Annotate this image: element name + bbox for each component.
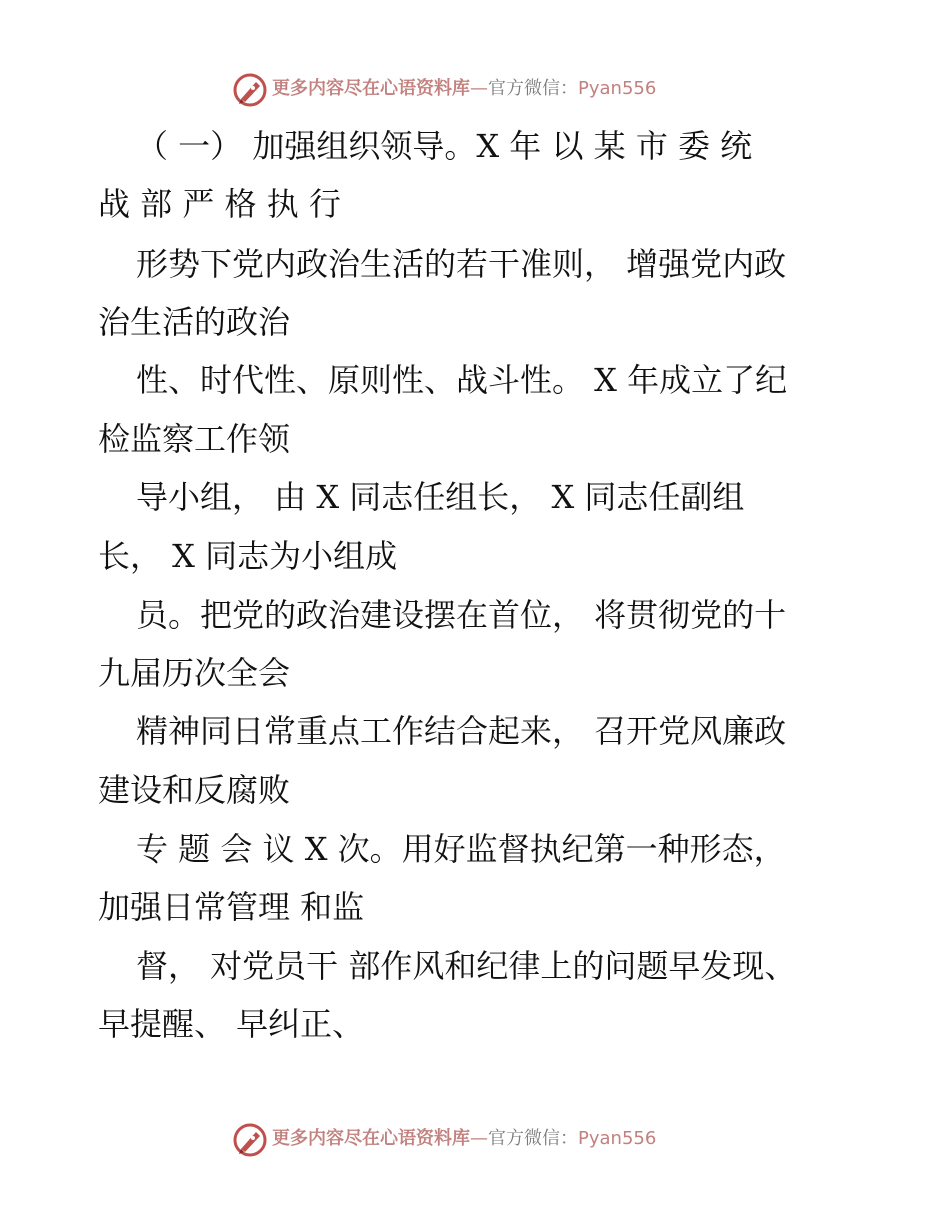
body-line-10: 九届历次全会	[98, 654, 291, 692]
banner-wechat-label: 官方微信：	[488, 1128, 578, 1149]
body-line-16: 早提醒、 早纠正、	[98, 1005, 365, 1043]
banner-dash: —	[470, 78, 488, 99]
banner-wechat-id: Pyan556	[578, 78, 657, 99]
body-line-6: 检监察工作领	[98, 420, 291, 458]
body-line-5: 性、时代性、原则性、战斗性。 X 年成立了纪	[136, 361, 788, 399]
body-line-13: 专 题 会 议 X 次。用好监督执纪第一种形态，	[136, 830, 786, 868]
pen-logo-icon	[232, 1122, 268, 1158]
banner-wechat-id: Pyan556	[578, 1128, 657, 1149]
banner-text	[272, 76, 656, 102]
body-line-2: 战 部 严 格 执 行	[98, 185, 341, 223]
body-line-3: 形势下党内政治生活的若干准则， 增强党内政	[136, 245, 787, 283]
footer-banner	[0, 1120, 950, 1160]
body-line-11: 精神同日常重点工作结合起来， 召开党风廉政	[136, 712, 787, 750]
body-line-7: 导小组， 由 X 同志任组长， X 同志任副组	[136, 478, 745, 516]
banner-title: 更多内容尽在心语资料库	[272, 1128, 470, 1149]
banner-title: 更多内容尽在心语资料库	[272, 78, 470, 99]
body-line-14: 加强日常管理 和监	[98, 888, 365, 926]
body-line-4: 治生活的政治	[98, 303, 291, 341]
banner-wechat-label: 官方微信：	[488, 78, 578, 99]
header-banner	[0, 70, 950, 110]
body-line-8: 长， X 同志为小组成	[98, 537, 398, 575]
pen-logo-icon	[232, 72, 268, 108]
banner-dash: —	[470, 1128, 488, 1149]
banner-text	[272, 1126, 656, 1152]
body-line-12: 建设和反腐败	[98, 771, 291, 809]
body-line-9: 员。把党的政治建设摆在首位， 将贯彻党的十	[136, 596, 787, 634]
body-line-1: （ 一） 加强组织领导。X 年 以 某 市 委 统	[136, 127, 753, 165]
body-line-15: 督， 对党员干 部作风和纪律上的问题早发现、	[136, 947, 797, 985]
